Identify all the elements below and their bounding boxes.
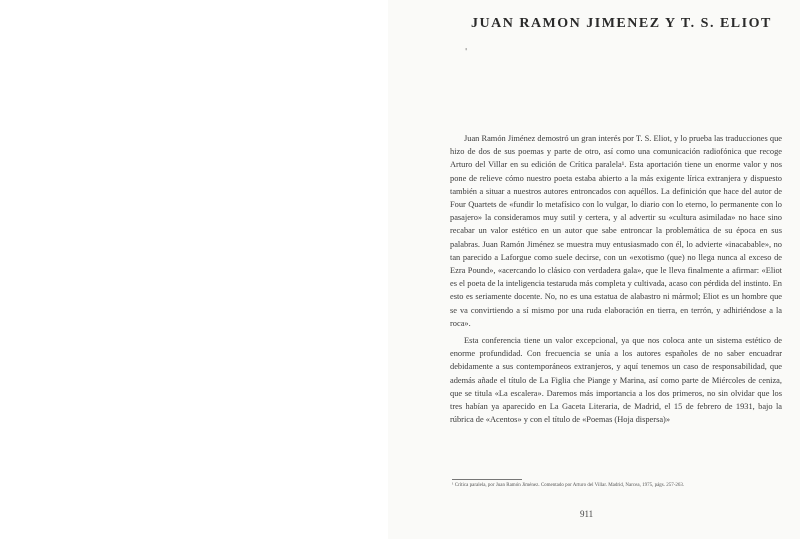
article-title: JUAN RAMON JIMENEZ Y T. S. ELIOT — [471, 16, 772, 31]
page-number: 911 — [580, 509, 594, 519]
stray-mark: ' — [465, 47, 468, 56]
footnote-divider — [452, 479, 522, 480]
footnote: ¹ Crítica paralela, por Juan Ramón Jiménez. Comentado por Arturo del Villar. Madrid, Narcea, 1975, págs. 257-263. — [452, 483, 685, 488]
body-paragraph-1: Juan Ramón Jiménez demostró un gran interés por T. S. Eliot, y lo prueba las traducciones que hizo de dos de sus poemas y parte de otro, así como una comunicación radiofónica que recoge Arturo del Villar en su edición de Crítica paralela¹. Esta aportación tiene un enorme valor y nos pone de relieve cómo nuestro poeta estaba abierto a la más exigente lírica extranjera y dispuesto también a situar a nuestros autores entroncados con aquéllos. La definición que hace del autor de Four Quartets de «fundir lo metafísico con lo vulgar, lo diario con lo eterno, lo permanente con lo pasajero» la consideramos muy sutil y certera, y al advertir su «cultura asimilada» no hace sino recabar un valor estético en un autor que sabe entroncar la problemática de su época en sus palabras. Juan Ramón Jiménez se muestra muy entusiasmado con él, lo advierte «inacabable», no tan parecido a Laforgue como suele decirse, con un «exotismo (que) no llega nunca al exceso de Ezra Pound», «acercando lo clásico con verdadera gala», que le lleva finalmente a afirmar: «Eliot es el poeta de la inteligencia testaruda más completa y cultivada, acaso con pérdida del instinto. En esto es seriamente docente. No, no es una estatua de alabastro ni mármol; Eliot es un hombre que se va convirtiendo a sí mismo por una ruda elaboración en tierra, en terrón, y adhiriéndose a la roca». — [450, 134, 782, 328]
article-body — [450, 132, 782, 426]
left-blank-page — [0, 0, 388, 539]
body-paragraph-2: Esta conferencia tiene un valor excepcional, ya que nos coloca ante un sistema estético de enorme profundidad. Con frecuencia se unía a los autores españoles de no saber encuadrar debidamente a sus contemporáneos extranjeros, y aquí tenemos un caso de responsabilidad, que además añade el título de La Figlia che Piange y Marina, así como parte de Miércoles de ceniza, que se titula «La escalera». Daremos más importancia a los dos primeros, no sin olvidar que los tres habían ya aparecido en La Gaceta Literaria, de Madrid, el 15 de febrero de 1931, bajo la rúbrica de «Acentos» y con el título de «Poemas (Hoja dispersa)» — [450, 336, 782, 425]
